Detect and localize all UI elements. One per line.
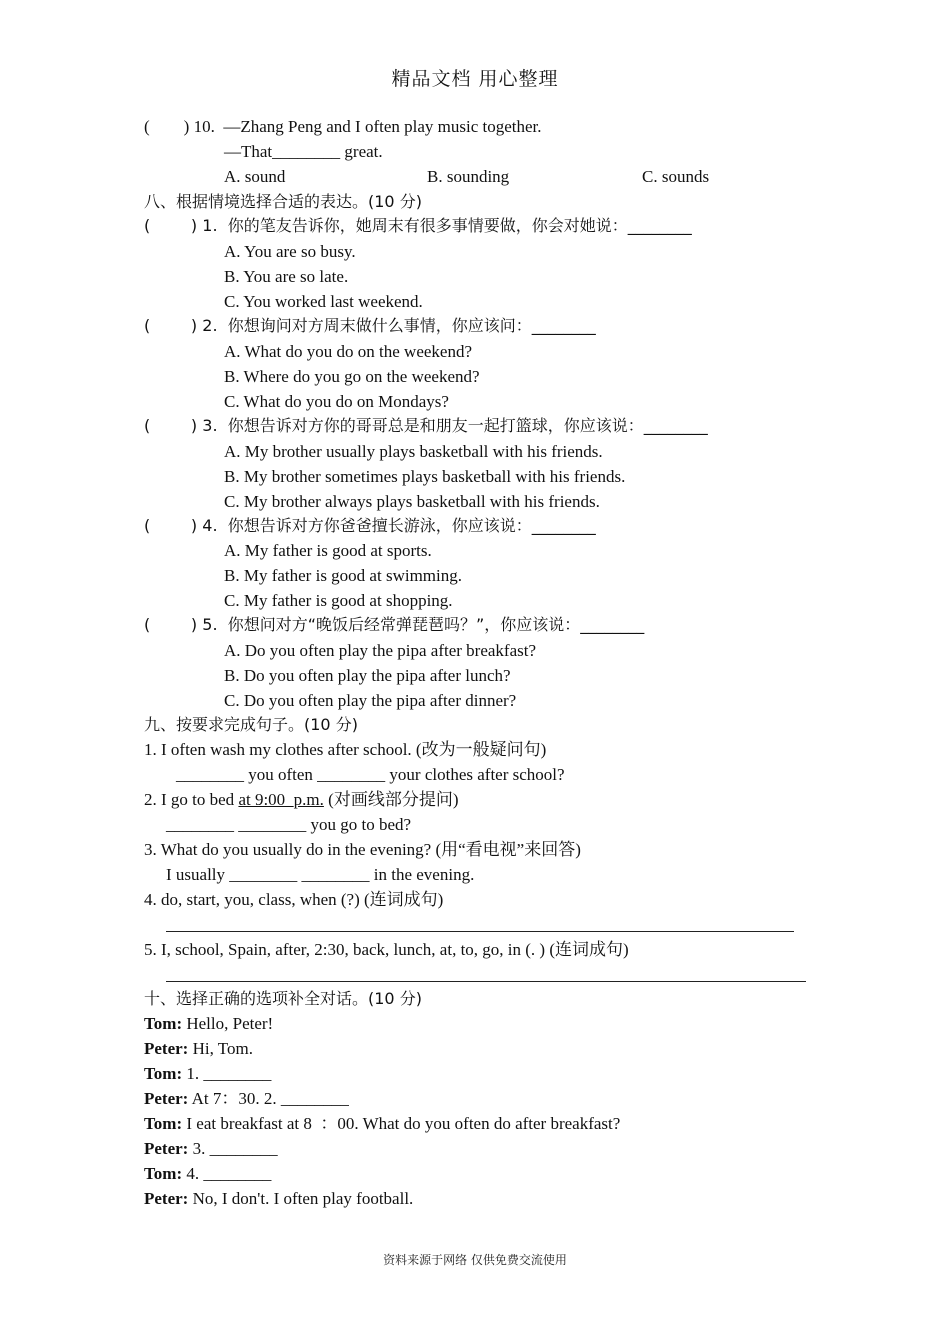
s8-q3-c: C. My brother always plays basketball with his friends. [224, 492, 600, 511]
s9-q3-answer: I usually ________ ________ in the evening. [166, 865, 475, 884]
dialogue-line [144, 1014, 273, 1034]
utterance: No, I don't. I often play football. [188, 1189, 414, 1208]
s8-q4: ( ) 4. 你想告诉对方你爸爸擅长游泳，你应该说：________ [144, 516, 596, 535]
speaker: Tom: [144, 1014, 183, 1033]
dialogue-line [144, 1114, 620, 1134]
utterance: 4. ________ [182, 1164, 272, 1183]
dialogue-line [144, 1139, 278, 1159]
s8-q5-a: A. Do you often play the pipa after breakfast? [224, 641, 537, 660]
dialogue-line [144, 1189, 413, 1209]
speaker: Peter: [144, 1189, 189, 1208]
speaker: Tom: [144, 1064, 183, 1083]
s9-q1-answer: ________ you often ________ your clothes after school? [176, 765, 565, 784]
speaker: Peter: [144, 1039, 189, 1058]
s8-q1-b: B. You are so late. [224, 267, 349, 286]
s8-q3: ( ) 3. 你想告诉对方你的哥哥总是和朋友一起打篮球，你应该说：________ [144, 416, 708, 435]
s9-q2-post: (对画线部分提问) [323, 790, 459, 809]
s8-q1-c: C. You worked last weekend. [224, 292, 423, 311]
speaker: Peter: [144, 1089, 189, 1108]
s9-q2 [144, 790, 458, 810]
page-footer: 资料来源于网络 仅供免费交流使用 [383, 1253, 567, 1267]
utterance: 3. ________ [188, 1139, 278, 1158]
q10-option-a: A. sound [224, 167, 286, 186]
dialogue-line [144, 1039, 253, 1059]
dialogue-line [144, 1164, 271, 1184]
s8-q1: ( ) 1. 你的笔友告诉你，她周末有很多事情要做，你会对她说：________ [144, 216, 692, 235]
speaker: Tom: [144, 1114, 183, 1133]
s8-q3-b: B. My brother sometimes plays basketball with his friends. [224, 467, 626, 486]
s9-q5-answer-line [166, 981, 806, 982]
s9-q2-answer: ________ ________ you go to bed? [166, 815, 412, 834]
s9-q2-underlined: at 9:00_p.m. [238, 790, 324, 809]
s9-q3: 3. What do you usually do in the evening? (用“看电视”来回答) [144, 840, 581, 859]
q10-option-c: C. sounds [642, 167, 710, 186]
q10-stem: ( ) 10. —Zhang Peng and I often play music together. [144, 117, 542, 136]
s8-q2-c: C. What do you do on Mondays? [224, 392, 449, 411]
section8-title: 八、根据情境选择合适的表达。(10 分) [144, 192, 422, 211]
s8-q5: ( ) 5. 你想问对方“晚饭后经常弹琵琶吗？”，你应该说：________ [144, 615, 645, 634]
speaker: Tom: [144, 1164, 183, 1183]
section10-title: 十、选择正确的选项补全对话。(10 分) [144, 989, 422, 1008]
s8-q4-c: C. My father is good at shopping. [224, 591, 453, 610]
q10-option-b: B. sounding [427, 167, 510, 186]
utterance: At 7：30. 2. ________ [188, 1089, 349, 1108]
s8-q2-a: A. What do you do on the weekend? [224, 342, 473, 361]
s9-q5: 5. I, school, Spain, after, 2:30, back, lunch, at, to, go, in (. ) (连词成句) [144, 940, 629, 959]
dialogue-line [144, 1089, 349, 1109]
s8-q4-a: A. My father is good at sports. [224, 541, 432, 560]
speaker: Peter: [144, 1139, 189, 1158]
utterance: 1. ________ [182, 1064, 272, 1083]
q10-line2: —That________ great. [224, 142, 383, 161]
utterance: Hello, Peter! [182, 1014, 274, 1033]
dialogue-line [144, 1064, 271, 1084]
s8-q5-b: B. Do you often play the pipa after lunch? [224, 666, 511, 685]
s9-q1: 1. I often wash my clothes after school. (改为一般疑问句) [144, 740, 547, 759]
s8-q2: ( ) 2. 你想询问对方周末做什么事情，你应该问：________ [144, 316, 596, 335]
section9-title: 九、按要求完成句子。(10 分) [144, 715, 358, 734]
s9-q4: 4. do, start, you, class, when (?) (连词成句) [144, 890, 444, 909]
s8-q5-c: C. Do you often play the pipa after dinner? [224, 691, 517, 710]
s8-q1-a: A. You are so busy. [224, 242, 356, 261]
utterance: Hi, Tom. [188, 1039, 253, 1058]
s8-q3-a: A. My brother usually plays basketball with his friends. [224, 442, 603, 461]
s9-q2-pre: 2. I go to bed [144, 790, 239, 809]
utterance: I eat breakfast at 8 ：00. What do you often do after breakfast? [182, 1114, 621, 1133]
s8-q2-b: B. Where do you go on the weekend? [224, 367, 480, 386]
page-header: 精品文档 用心整理 [391, 68, 559, 90]
s9-q4-answer-line [166, 931, 794, 932]
s8-q4-b: B. My father is good at swimming. [224, 566, 462, 585]
